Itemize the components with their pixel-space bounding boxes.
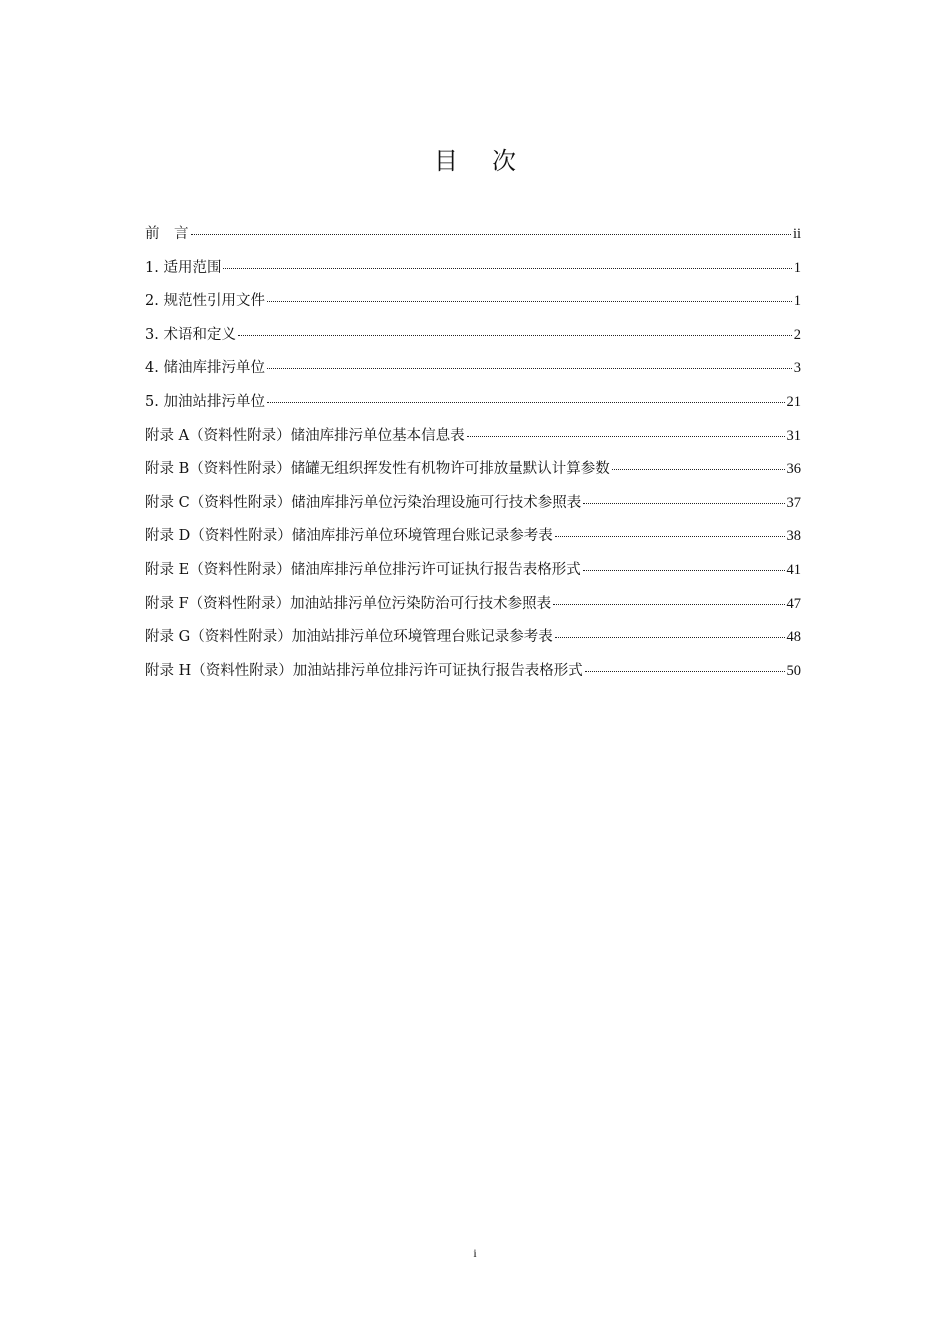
toc-leader-dots (267, 301, 792, 302)
toc-entry[interactable] (145, 424, 801, 458)
toc-entry-page: 38 (786, 528, 801, 545)
toc-entry-page: 2 (793, 326, 801, 343)
toc-entry[interactable] (145, 323, 801, 357)
toc-leader-dots (267, 368, 792, 369)
toc-leader-dots (553, 604, 784, 605)
toc-entry-label: 附录 A（资料性附录）储油库排污单位基本信息表 (145, 427, 465, 444)
toc-entry[interactable] (145, 659, 801, 693)
toc-entry-page: 37 (786, 494, 801, 511)
toc-entry-page: 3 (793, 360, 801, 377)
toc-leader-dots (467, 436, 785, 437)
toc-leader-dots (612, 469, 785, 470)
toc-entry-label: 前 言 (145, 226, 189, 242)
toc-entry-label: 4. 储油库排污单位 (145, 360, 265, 377)
toc-leader-dots (583, 570, 785, 571)
toc-entry-page: 50 (786, 662, 801, 679)
toc-entry-page: 21 (786, 393, 801, 410)
table-of-contents (145, 222, 801, 692)
toc-leader-dots (267, 402, 785, 403)
toc-entry-label: 附录 H（资料性附录）加油站排污单位排污许可证执行报告表格形式 (145, 662, 583, 679)
toc-leader-dots (585, 671, 785, 672)
toc-leader-dots (583, 503, 784, 504)
toc-entry-label: 附录 B（资料性附录）储罐无组织挥发性有机物许可排放量默认计算参数 (145, 461, 610, 478)
toc-entry[interactable] (145, 457, 801, 491)
toc-entry-page: ii (792, 226, 801, 242)
toc-leader-dots (191, 234, 791, 235)
toc-entry-label: 附录 D（资料性附录）储油库排污单位环境管理台账记录参考表 (145, 528, 553, 545)
toc-leader-dots (555, 637, 785, 638)
toc-entry-label: 附录 C（资料性附录）储油库排污单位污染治理设施可行技术参照表 (145, 494, 582, 511)
toc-entry-label: 5. 加油站排污单位 (145, 393, 265, 410)
toc-leader-dots (555, 536, 785, 537)
toc-entry[interactable] (145, 390, 801, 424)
toc-entry-label: 附录 G（资料性附录）加油站排污单位环境管理台账记录参考表 (145, 629, 553, 646)
toc-leader-dots (223, 268, 791, 269)
toc-entry[interactable] (145, 289, 801, 323)
toc-entry[interactable] (145, 222, 801, 256)
toc-entry-label: 1. 适用范围 (145, 259, 222, 276)
toc-entry-page: 47 (786, 595, 801, 612)
toc-entry[interactable] (145, 524, 801, 558)
toc-entry[interactable] (145, 256, 801, 290)
toc-entry-page: 31 (786, 427, 801, 444)
page-number: i (473, 1246, 477, 1260)
toc-entry-label: 3. 术语和定义 (145, 326, 236, 343)
toc-entry-page: 41 (786, 561, 801, 578)
toc-entry[interactable] (145, 356, 801, 390)
toc-entry[interactable] (145, 491, 801, 525)
toc-entry-page: 1 (793, 259, 801, 276)
toc-entry[interactable] (145, 558, 801, 592)
toc-entry[interactable] (145, 625, 801, 659)
toc-entry-page: 1 (793, 293, 801, 310)
page-title: 目次 (434, 147, 550, 175)
toc-entry[interactable] (145, 592, 801, 626)
toc-entry-page: 48 (786, 629, 801, 646)
toc-entry-page: 36 (786, 461, 801, 478)
toc-entry-label: 附录 E（资料性附录）储油库排污单位排污许可证执行报告表格形式 (145, 561, 581, 578)
toc-entry-label: 2. 规范性引用文件 (145, 293, 265, 310)
toc-entry-label: 附录 F（资料性附录）加油站排污单位污染防治可行技术参照表 (145, 595, 552, 612)
toc-leader-dots (238, 335, 792, 336)
